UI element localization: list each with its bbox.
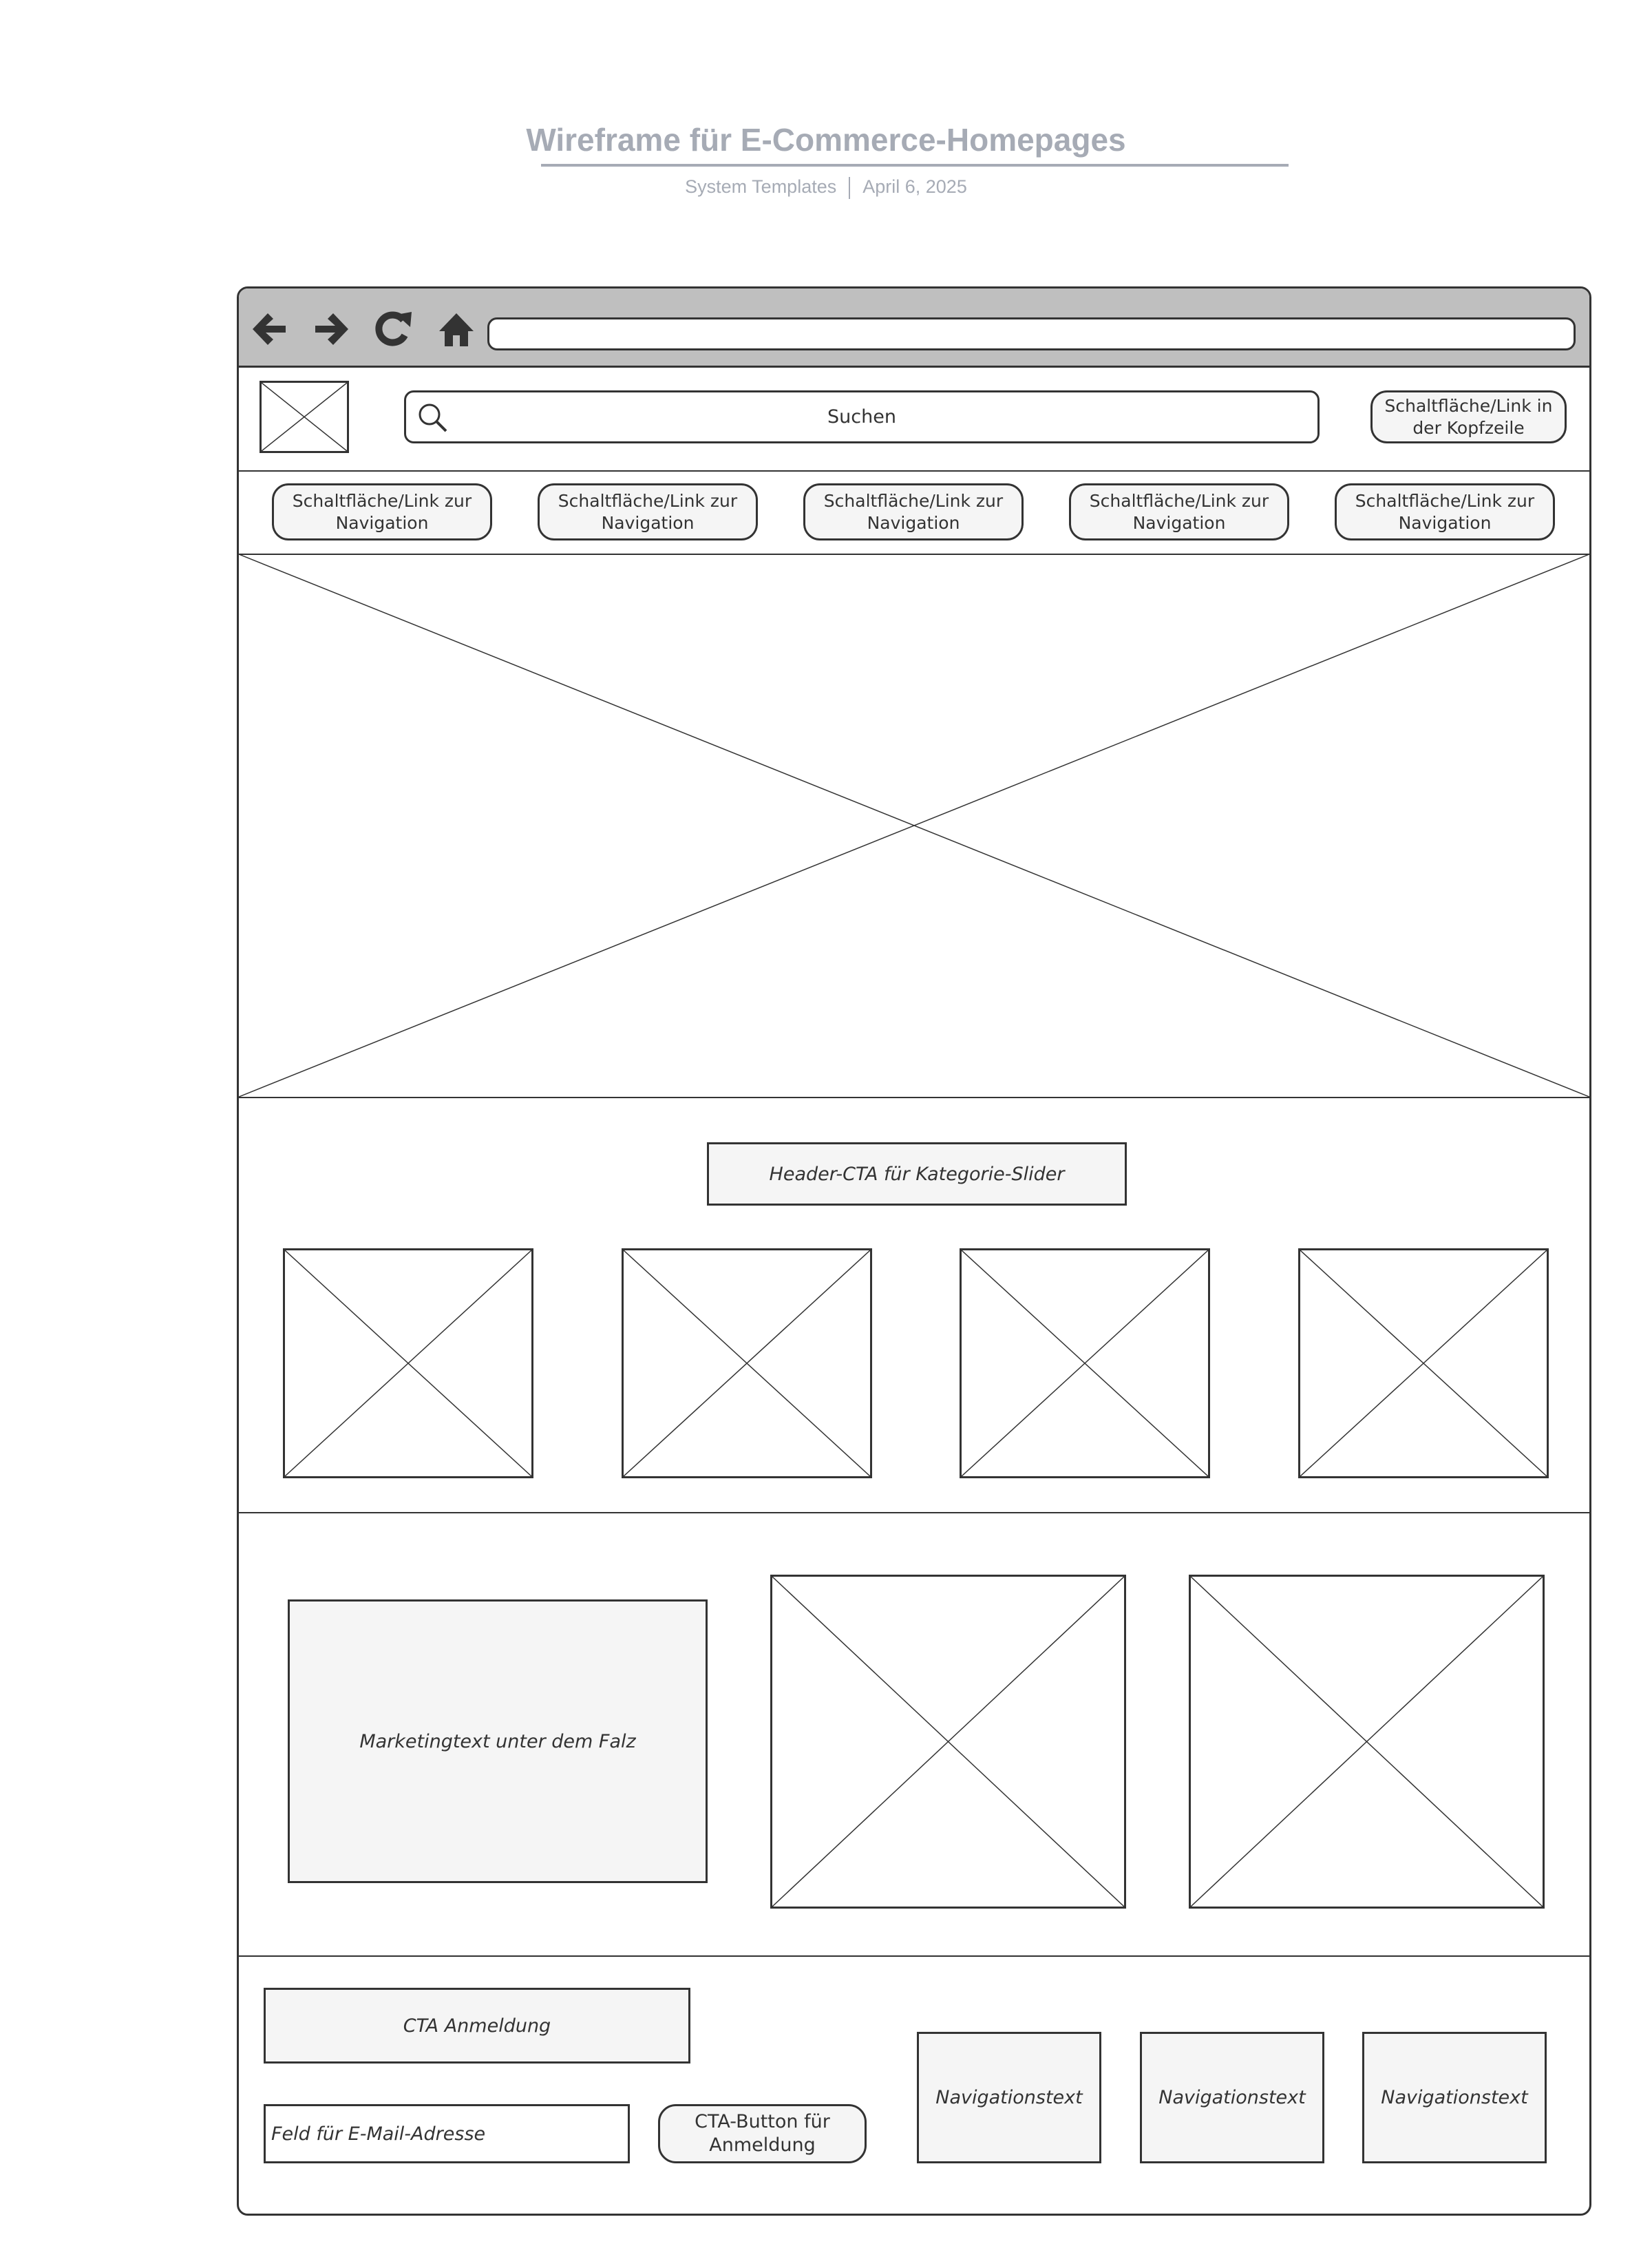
document-title: Wireframe für E-Commerce-Homepages <box>526 122 1126 158</box>
category-image-3[interactable] <box>960 1248 1210 1478</box>
logo-placeholder <box>260 381 349 453</box>
footer-nav-text-1[interactable]: Navigationstext <box>917 2032 1101 2163</box>
header-divider <box>239 470 1589 472</box>
marketing-divider <box>239 1955 1589 1957</box>
url-bar[interactable] <box>487 317 1576 350</box>
subtitle-separator <box>849 177 850 199</box>
browser-window <box>237 286 1591 2216</box>
forward-arrow-icon[interactable] <box>311 308 354 350</box>
signup-cta-button[interactable]: CTA-Button für Anmeldung <box>658 2104 867 2163</box>
image-placeholder-icon <box>239 554 1589 1097</box>
document-subtitle <box>0 176 1652 199</box>
nav-button-1[interactable]: Schaltfläche/Link zur Navigation <box>272 483 492 540</box>
marketing-image-2[interactable] <box>1189 1575 1545 1909</box>
image-placeholder-icon <box>1300 1250 1547 1476</box>
marketing-text-box: Marketingtext unter dem Falz <box>288 1599 708 1883</box>
nav-button-2[interactable]: Schaltfläche/Link zur Navigation <box>538 483 758 540</box>
back-arrow-icon[interactable] <box>247 308 290 350</box>
marketing-image-1[interactable] <box>770 1575 1126 1909</box>
hero-divider <box>239 1097 1589 1098</box>
nav-button-4[interactable]: Schaltfläche/Link zur Navigation <box>1069 483 1289 540</box>
image-placeholder-icon <box>772 1577 1124 1907</box>
image-placeholder-icon <box>962 1250 1208 1476</box>
hero-image-placeholder <box>239 554 1589 1097</box>
category-image-1[interactable] <box>283 1248 533 1478</box>
document-date: April 6, 2025 <box>862 176 967 197</box>
search-placeholder: Suchen <box>827 406 896 428</box>
image-placeholder-icon <box>624 1250 870 1476</box>
nav-button-5[interactable]: Schaltfläche/Link zur Navigation <box>1335 483 1555 540</box>
image-placeholder-icon <box>285 1250 531 1476</box>
reload-icon[interactable] <box>373 308 416 350</box>
cta-signup-label: CTA Anmeldung <box>264 1988 690 2064</box>
search-icon <box>414 399 453 438</box>
email-field[interactable]: Feld für E-Mail-Adresse <box>264 2104 630 2163</box>
header-link-button[interactable]: Schaltfläche/Link in der Kopfzeile <box>1370 390 1567 443</box>
document-author: System Templates <box>685 176 837 197</box>
image-placeholder-icon <box>1191 1577 1543 1907</box>
category-divider <box>239 1512 1589 1513</box>
category-header-cta[interactable]: Header-CTA für Kategorie-Slider <box>707 1142 1127 1206</box>
category-image-4[interactable] <box>1298 1248 1549 1478</box>
footer-nav-text-2[interactable]: Navigationstext <box>1140 2032 1324 2163</box>
title-underline <box>541 164 1289 167</box>
search-input[interactable] <box>404 390 1320 443</box>
category-image-2[interactable] <box>622 1248 872 1478</box>
home-icon[interactable] <box>435 308 478 350</box>
nav-button-3[interactable]: Schaltfläche/Link zur Navigation <box>803 483 1024 540</box>
footer-nav-text-3[interactable]: Navigationstext <box>1362 2032 1547 2163</box>
browser-toolbar <box>239 288 1589 368</box>
image-placeholder-icon <box>262 383 347 451</box>
